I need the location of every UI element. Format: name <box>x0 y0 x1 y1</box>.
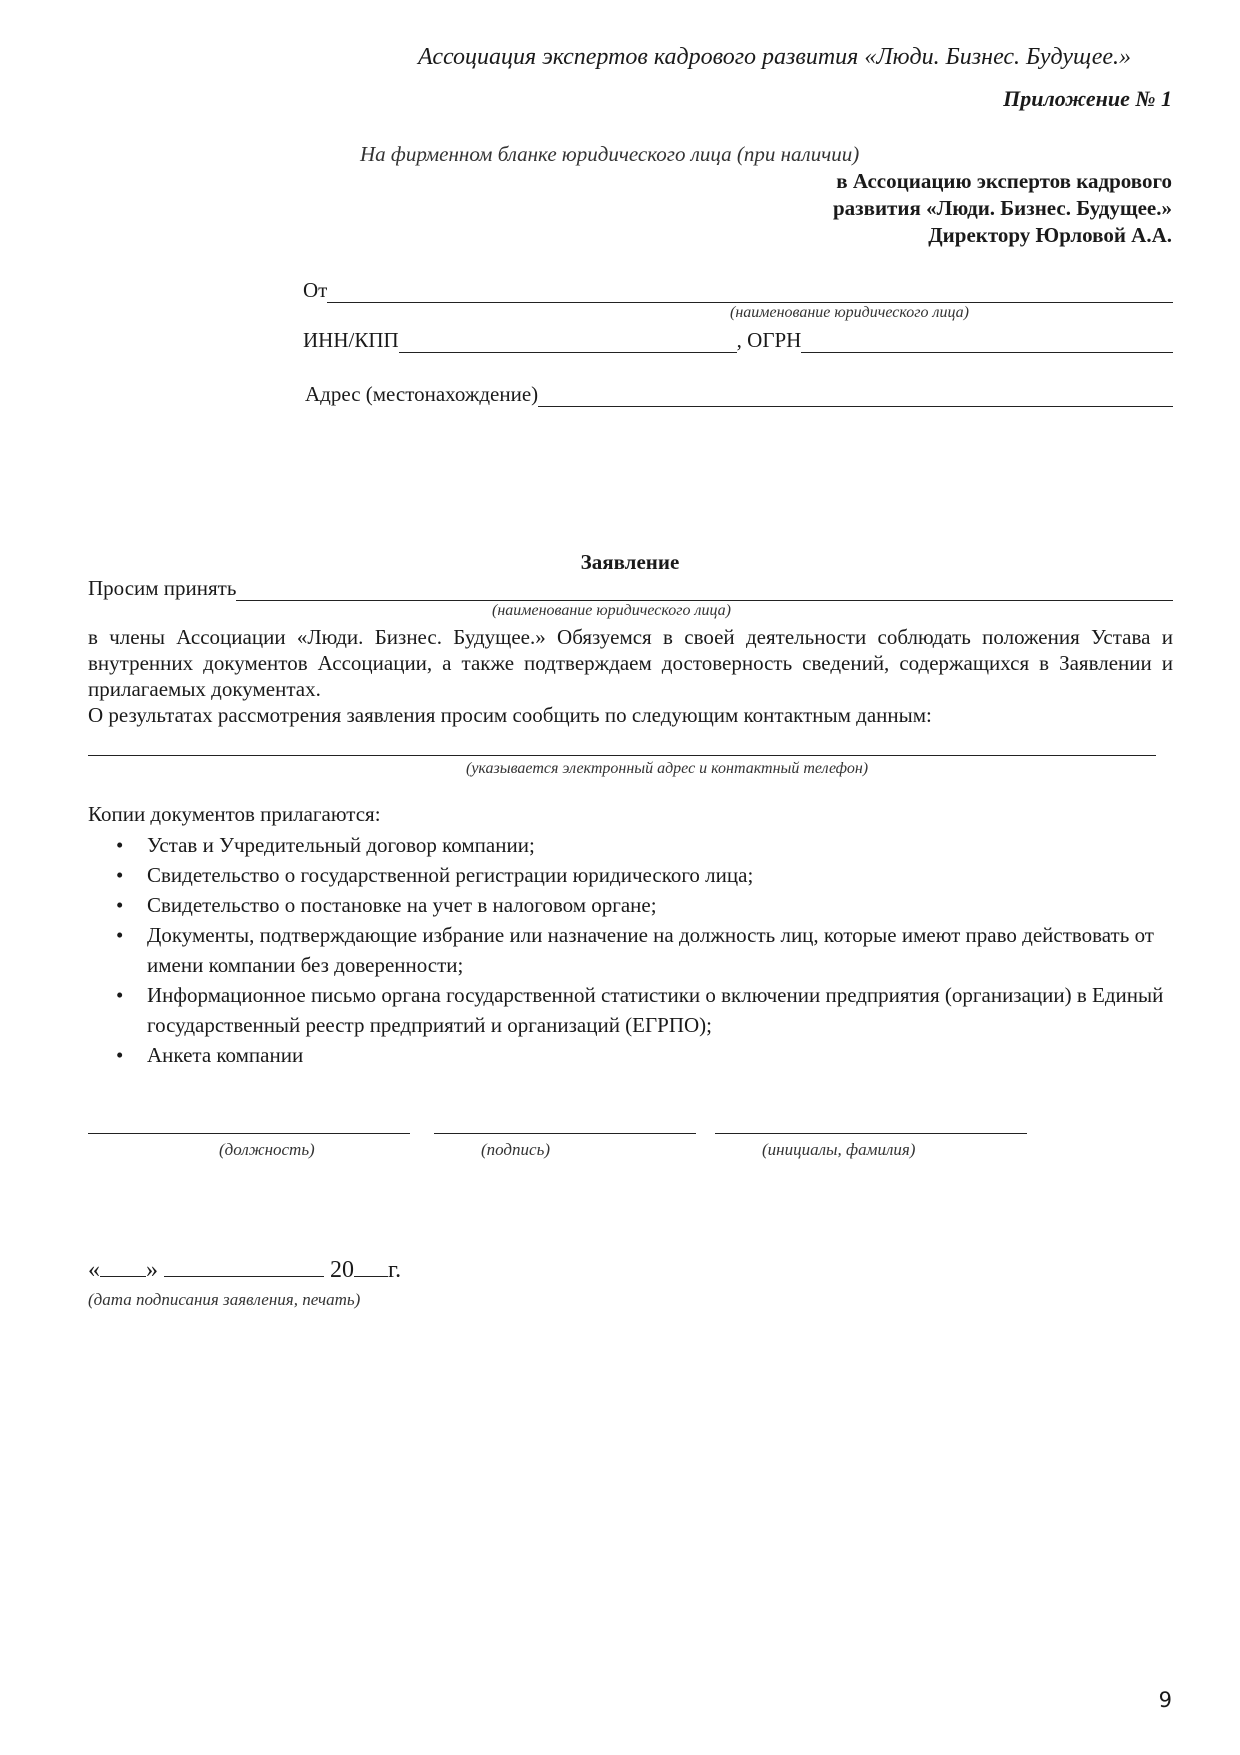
name-hint: (инициалы, фамилия) <box>762 1140 916 1159</box>
year-field[interactable] <box>354 1256 388 1277</box>
attachments-title: Копии документов прилагаются: <box>88 802 381 826</box>
day-field[interactable] <box>100 1256 146 1277</box>
address-row <box>305 382 1173 407</box>
date-close-quote: » <box>146 1257 158 1283</box>
recipient-line-2: развития «Люди. Бизнес. Будущее.» <box>832 196 1172 220</box>
attachment-item: • Свидетельство о постановке на учет в налоговом органе; <box>88 890 1178 920</box>
year-suffix: г. <box>388 1257 402 1283</box>
attachment-item: • Свидетельство о государственной регистрации юридического лица; <box>88 860 1178 890</box>
page-number: 9 <box>1158 1688 1172 1712</box>
bullet-icon: • <box>116 863 124 887</box>
attachment-item: • Устав и Учредительный договор компании; <box>88 830 1178 860</box>
inn-kpp-field[interactable] <box>399 332 737 353</box>
statement-body <box>88 624 1173 728</box>
month-field[interactable] <box>164 1256 324 1277</box>
date-row <box>88 1256 401 1284</box>
appendix-label: Приложение № 1 <box>1003 86 1172 111</box>
request-hint: (наименование юридического лица) <box>492 602 732 619</box>
attachment-item: • Документы, подтверждающие избрание или назначение на должность лиц, которые имеют право действовать от имени компании без доверенности; <box>88 920 1178 980</box>
request-row <box>88 576 1173 601</box>
attachment-item: • Информационное письмо органа государственной статистики о включении предприятия (организации) в Единый государственный реестр предприятий и организаций (ЕГРПО); <box>88 980 1178 1040</box>
request-org-field[interactable] <box>236 580 1173 601</box>
position-field[interactable] <box>88 1132 410 1134</box>
statement-paragraph-1: в члены Ассоциации «Люди. Бизнес. Будущее.» Обязуемся в своей деятельности соблюдать положения Устава и внутренних документов Ассоциации, а также подтверждаем достоверность сведений, содержащихся в Заявлении и прилагаемых документах. <box>88 625 1173 701</box>
recipient-line-3: Директору Юрловой А.А. <box>928 223 1172 247</box>
signature-hint: (подпись) <box>481 1140 550 1159</box>
contact-hint: (указывается электронный адрес и контактный телефон) <box>466 760 869 777</box>
bullet-icon: • <box>116 893 124 917</box>
name-field[interactable] <box>715 1132 1027 1134</box>
bullet-icon: • <box>116 1043 124 1067</box>
contact-field[interactable] <box>88 754 1156 756</box>
bullet-icon: • <box>116 983 124 1007</box>
year-prefix: 20 <box>330 1257 354 1283</box>
recipient-block <box>833 168 1172 249</box>
ogrn-field[interactable] <box>801 332 1173 353</box>
from-hint: (наименование юридического лица) <box>730 304 970 321</box>
from-field[interactable] <box>327 282 1173 303</box>
statement-title: Заявление <box>580 550 680 574</box>
date-open-quote: « <box>88 1257 100 1283</box>
address-label: Адрес (местонахождение) <box>305 382 539 406</box>
date-hint: (дата подписания заявления, печать) <box>88 1290 361 1309</box>
association-title: Ассоциация экспертов кадрового развития «Люди. Бизнес. Будущее.» <box>418 44 1131 70</box>
inn-ogrn-row <box>303 328 1173 353</box>
inn-kpp-label: ИНН/КПП <box>303 328 399 352</box>
attachment-item: • Анкета компании <box>88 1040 1178 1070</box>
signature-field[interactable] <box>434 1132 696 1134</box>
recipient-line-1: в Ассоциацию экспертов кадрового <box>836 169 1172 193</box>
attachments-list <box>88 830 1178 1070</box>
request-label: Просим принять <box>88 576 237 600</box>
bullet-icon: • <box>116 833 124 857</box>
from-row <box>303 278 1173 303</box>
letterhead-note: На фирменном бланке юридического лица (при наличии) <box>360 142 860 166</box>
bullet-icon: • <box>116 923 124 947</box>
address-field[interactable] <box>538 386 1173 407</box>
ogrn-label: , ОГРН <box>736 328 802 352</box>
position-hint: (должность) <box>219 1140 315 1159</box>
from-label: От <box>303 278 328 302</box>
statement-paragraph-2: О результатах рассмотрения заявления просим сообщить по следующим контактным данным: <box>88 703 932 727</box>
